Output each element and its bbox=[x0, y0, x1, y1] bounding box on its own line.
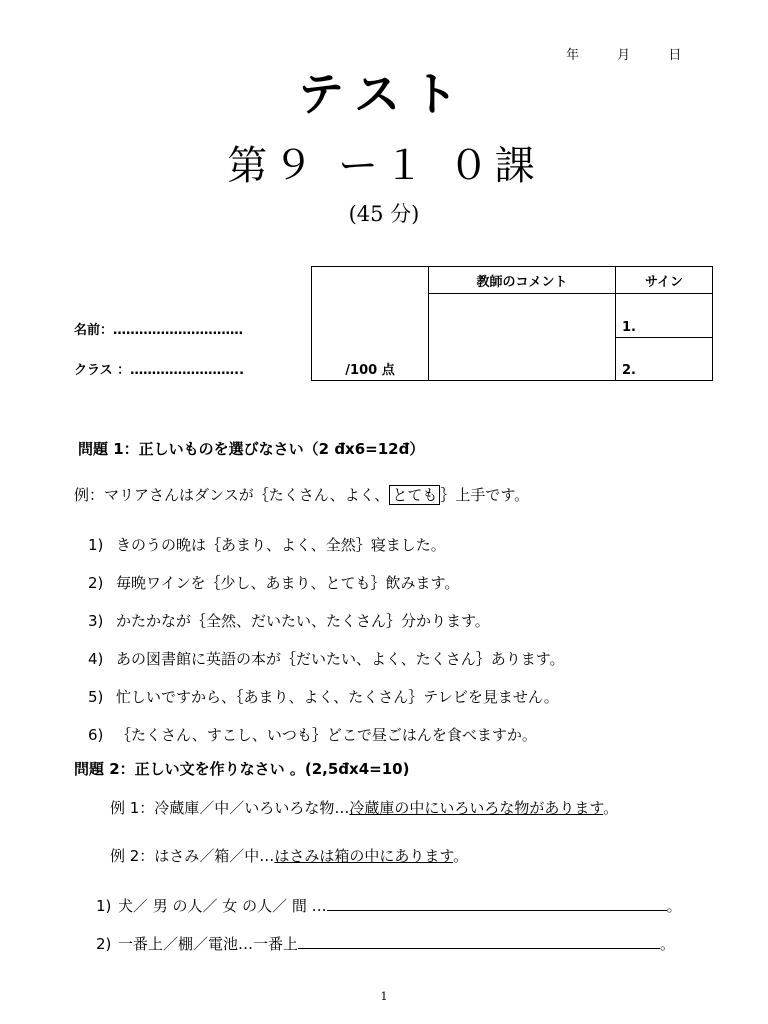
item-text: 一番上／棚／電池…一番上 bbox=[118, 935, 299, 953]
item-text: きのうの晩は｛あまり、よく、全然｝寝ました。 bbox=[116, 536, 446, 554]
example-pre: 例：マリアさんはダンスが｛たくさん、よく、 bbox=[74, 486, 390, 504]
list-item bbox=[88, 686, 559, 707]
example-1-end: 。 bbox=[603, 799, 619, 817]
lesson-title: 第９ ー１ ０課 bbox=[227, 143, 541, 189]
answer-blank[interactable] bbox=[327, 896, 667, 911]
item-number: 2) bbox=[96, 935, 112, 953]
item-number: 5) bbox=[88, 688, 104, 706]
score-cell: /100 点 bbox=[312, 267, 429, 381]
list-item bbox=[88, 648, 565, 669]
page-title: テスト bbox=[297, 67, 471, 121]
page-number: 1 bbox=[380, 990, 388, 1003]
example-answer-box: とても bbox=[389, 485, 440, 505]
sign-1: 1. bbox=[616, 294, 713, 338]
item-text: 忙しいですから、｛あまり、よく、たくさん｝テレビを見ません。 bbox=[116, 688, 559, 706]
score-table bbox=[311, 266, 713, 381]
item-end: 。 bbox=[660, 935, 676, 953]
item-number: 1) bbox=[96, 897, 112, 915]
sign-2: 2. bbox=[616, 337, 713, 381]
list-item bbox=[88, 610, 490, 631]
example-1-answer: 冷蔵庫の中にいろいろな物があります bbox=[349, 799, 604, 817]
comment-cell bbox=[429, 294, 616, 381]
list-item bbox=[88, 572, 459, 593]
list-item bbox=[88, 534, 446, 555]
item-number: 2) bbox=[88, 574, 104, 592]
list-item bbox=[96, 933, 675, 954]
class-field: クラス ：…………………….. bbox=[74, 363, 245, 378]
item-text: ｛たくさん、すこし、いつも｝どこで昼ごはんを食べますか。 bbox=[116, 726, 537, 744]
item-text: あの図書館に英語の本が｛だいたい、よく、たくさん｝あります。 bbox=[116, 650, 565, 668]
example-2-prompt: 例 2：はさみ／箱／中… bbox=[110, 847, 275, 865]
item-text: 毎晩ワインを｛少し、あまり、とても｝飲みます。 bbox=[116, 574, 460, 592]
time-limit: (45 分) bbox=[348, 202, 420, 226]
answer-blank[interactable] bbox=[298, 934, 660, 949]
item-number: 3) bbox=[88, 612, 104, 630]
item-text: かたかなが｛全然、だいたい、たくさん｝分かります。 bbox=[116, 612, 490, 630]
item-number: 4) bbox=[88, 650, 104, 668]
name-field: 名前：………………………… bbox=[74, 323, 244, 338]
date-day: 日 bbox=[668, 48, 682, 63]
question-2-example-1 bbox=[110, 797, 618, 818]
example-post: ｝上手です。 bbox=[440, 486, 530, 504]
list-item bbox=[96, 895, 682, 916]
example-2-answer: はさみは箱の中にあります bbox=[274, 847, 454, 865]
date-month: 月 bbox=[617, 48, 631, 63]
example-2-end: 。 bbox=[453, 847, 469, 865]
date-year: 年 bbox=[566, 48, 580, 63]
item-text: 犬／ 男 の人／ 女 の人／ 間 … bbox=[118, 897, 327, 915]
question-2-heading: 問題 2：正しい文を作りなさい 。(2,5đx4=10) bbox=[74, 760, 410, 778]
list-item bbox=[88, 724, 537, 745]
question-1-heading: 問題 1：正しいものを選びなさい（2 đx6=12đ） bbox=[78, 440, 425, 458]
example-1-prompt: 例 1：冷蔵庫／中／いろいろな物… bbox=[110, 799, 350, 817]
item-end: 。 bbox=[666, 897, 682, 915]
item-number: 6) bbox=[88, 726, 104, 744]
question-1-example bbox=[74, 484, 529, 505]
question-2-example-2 bbox=[110, 845, 468, 866]
comment-header: 教師のコメント bbox=[429, 267, 616, 294]
sign-header: サイン bbox=[616, 267, 713, 294]
item-number: 1) bbox=[88, 536, 104, 554]
